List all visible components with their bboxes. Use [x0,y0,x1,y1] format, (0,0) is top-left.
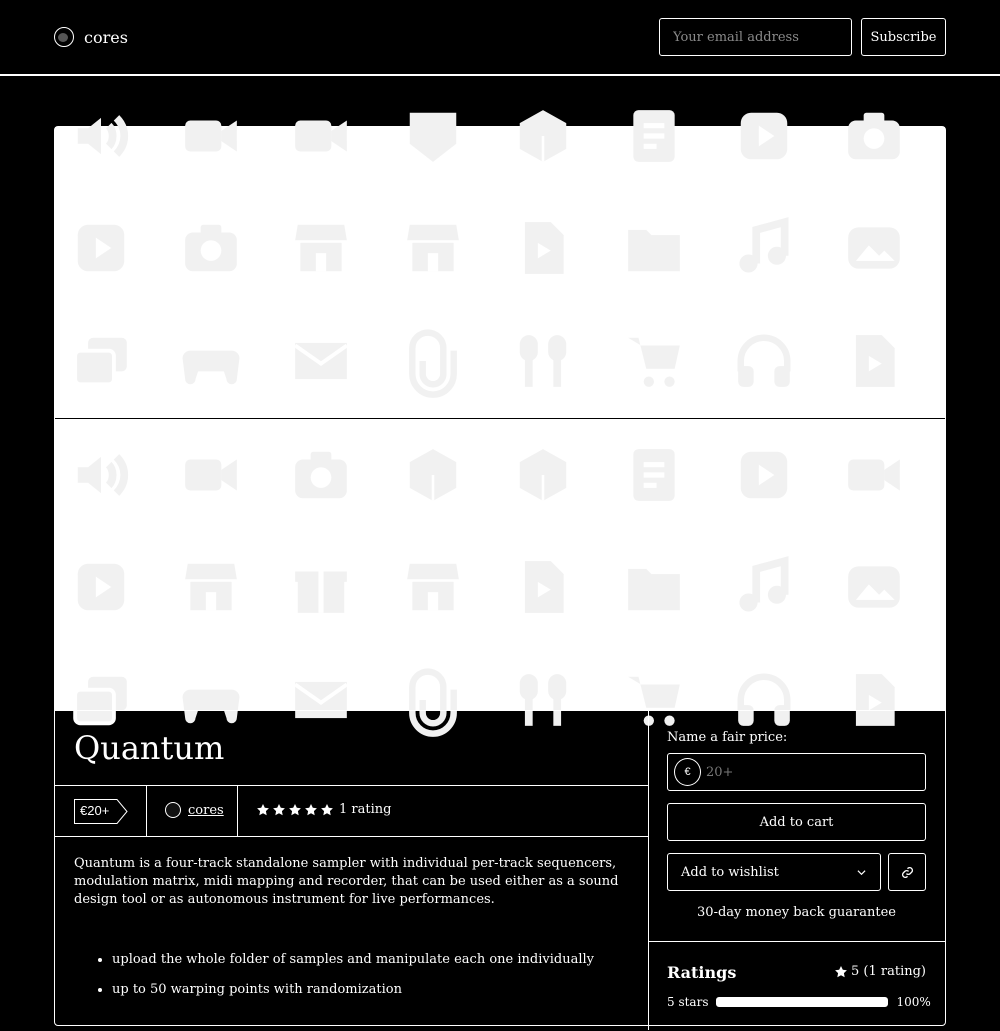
star-icon [256,803,270,817]
speaker-icon [70,105,132,167]
copy-link-button[interactable] [888,853,926,891]
rating-count: 1 rating [339,802,392,817]
creator-link[interactable]: cores [188,802,224,818]
rating-bar [716,997,888,1007]
creator[interactable] [165,802,224,818]
document-icon [623,444,685,506]
rating-row-label: 5 stars [667,995,709,1009]
video-camera-icon [180,444,242,506]
file-play-icon [512,217,574,279]
image-icon [843,556,905,618]
rating-row-percent: 100% [896,995,931,1009]
paperclip-icon [402,330,464,392]
music-note-icon [733,217,795,279]
play-icon [733,444,795,506]
file-play-icon [843,330,905,392]
speaker-icon [70,444,132,506]
play-icon [70,217,132,279]
product-info [55,710,649,1030]
email-input[interactable] [659,18,852,56]
cover-divider [55,418,945,419]
rating-summary[interactable] [256,802,391,817]
star-icon [320,803,334,817]
store-icon [180,556,242,618]
document-icon [623,105,685,167]
star-icon [272,803,286,817]
price-field[interactable] [667,753,926,791]
gamepad-icon [180,330,242,392]
rating-row [667,995,931,1009]
images-icon [70,330,132,392]
link-icon [901,866,914,879]
subscribe-button[interactable]: Subscribe [861,18,946,56]
site-header [0,0,1000,76]
chevron-down-icon [857,868,866,877]
headphones-icon [733,330,795,392]
ratings-score [834,964,926,979]
cart-icon [623,330,685,392]
product-title: Quantum [74,729,225,767]
meta-divider [146,786,147,836]
star-icon [304,803,318,817]
product-meta [55,785,648,837]
brand-name: cores [84,27,128,47]
gift-icon [290,556,352,618]
video-camera-icon [843,444,905,506]
product-cover-image [55,127,945,710]
ratings-title: Ratings [667,963,737,982]
meta-divider [237,786,238,836]
store-icon [290,217,352,279]
box-icon [512,105,574,167]
star-icon [288,803,302,817]
store-icon [402,217,464,279]
folder-icon [623,556,685,618]
money-back-guarantee: 30-day money back guarantee [697,905,896,920]
product-description: Quantum is a four-track standalone sampler with individual per-track sequencers, modulation matrix, midi mapping and recorder, that can be used either as a sound design tool or as autonomous instrument for live performances. [74,856,619,907]
currency-symbol: € [674,758,701,786]
mail-icon [290,330,352,392]
product-card [54,126,946,1026]
price-tag [74,799,128,824]
play-icon [70,556,132,618]
rating-bar-fill [717,998,887,1006]
creator-avatar [165,802,181,818]
music-note-icon [733,556,795,618]
add-to-wishlist-button[interactable] [667,853,881,891]
brand[interactable] [54,27,128,47]
store-icon [402,556,464,618]
video-camera-icon [180,105,242,167]
play-icon [733,105,795,167]
folder-icon [623,217,685,279]
ratings-score-label: 5 (1 rating) [851,964,926,979]
earbuds-icon [512,330,574,392]
ratings-section [649,941,946,1031]
feature-item: • up to 50 warping points with randomization [112,981,632,999]
box-icon [402,444,464,506]
box-icon [512,444,574,506]
camera-icon [843,105,905,167]
feature-list [112,951,632,1011]
wishlist-label: Add to wishlist [681,864,779,880]
price-tag-label: €20+ [80,803,110,818]
camera-icon [180,217,242,279]
add-to-cart-button[interactable]: Add to cart [667,803,926,841]
price-label: Name a fair price: [667,730,788,745]
video-camera-icon [290,105,352,167]
price-input[interactable] [706,754,916,790]
camera-icon [290,444,352,506]
file-play-icon [512,556,574,618]
star-icon [834,965,848,979]
feature-item: • upload the whole folder of samples and manipulate each one individually [112,951,632,969]
purchase-sidebar [649,710,946,1030]
image-icon [843,217,905,279]
tag-icon [402,105,464,167]
brand-logo-icon [54,27,74,47]
